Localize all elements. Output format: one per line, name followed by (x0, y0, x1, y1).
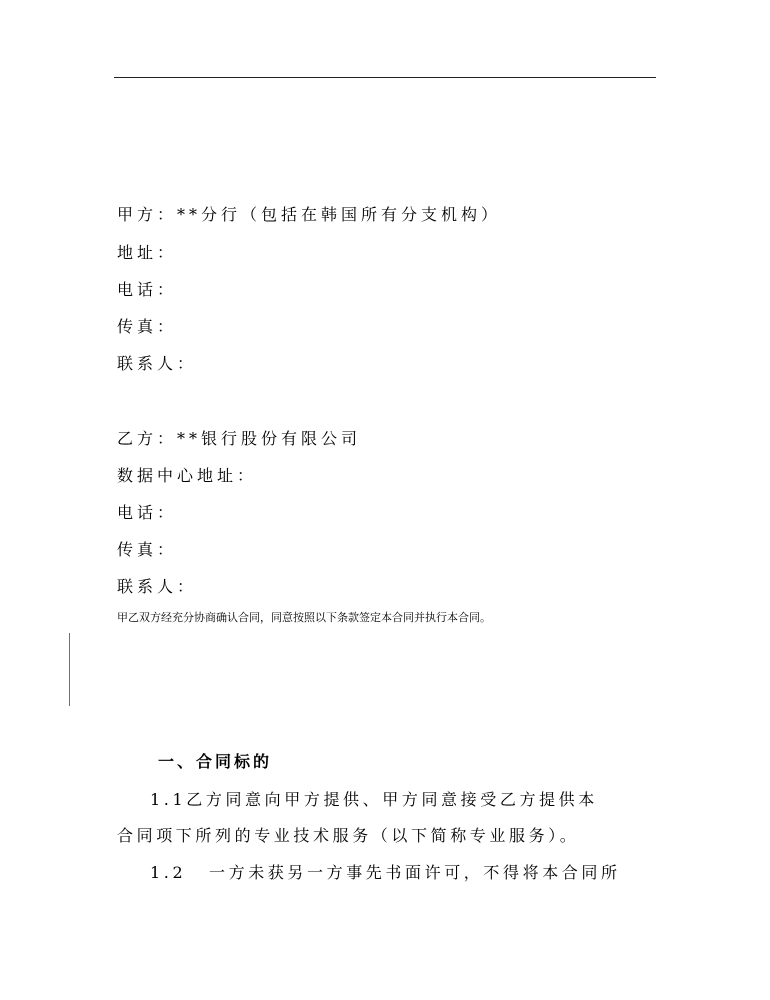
party-a-address: 地址： (117, 243, 178, 262)
party-b-address: 数据中心地址： (117, 466, 258, 485)
margin-mark (69, 633, 70, 706)
party-a-name: 甲方：**分行（包括在韩国所有分支机构） (117, 205, 502, 224)
section-1-heading: 一、合同标的 (158, 752, 273, 771)
header-rule (114, 77, 656, 78)
clause-1-2-text: 一方未获另一方事先书面许可，不得将本合同所 (209, 863, 621, 882)
party-a-contact: 联系人： (117, 354, 198, 373)
party-b-phone: 电话： (117, 503, 178, 522)
party-b-contact: 联系人： (117, 577, 198, 596)
clause-1-1-line-2: 合同项下所列的专业技术服务（以下简称专业服务）。 (117, 826, 580, 845)
clause-1-1-line-1: 1.1乙方同意向甲方提供、甲方同意接受乙方提供本 (150, 790, 598, 809)
party-a-fax: 传真： (117, 317, 178, 336)
party-a-phone: 电话： (117, 280, 178, 299)
agreement-note: 甲乙双方经充分协商确认合同，同意按照以下条款签定本合同并执行本合同。 (117, 611, 491, 624)
party-b-fax: 传真： (117, 540, 178, 559)
party-b-name: 乙方：**银行股份有限公司 (117, 429, 362, 448)
clause-1-2-number: 1.2 (150, 863, 187, 882)
